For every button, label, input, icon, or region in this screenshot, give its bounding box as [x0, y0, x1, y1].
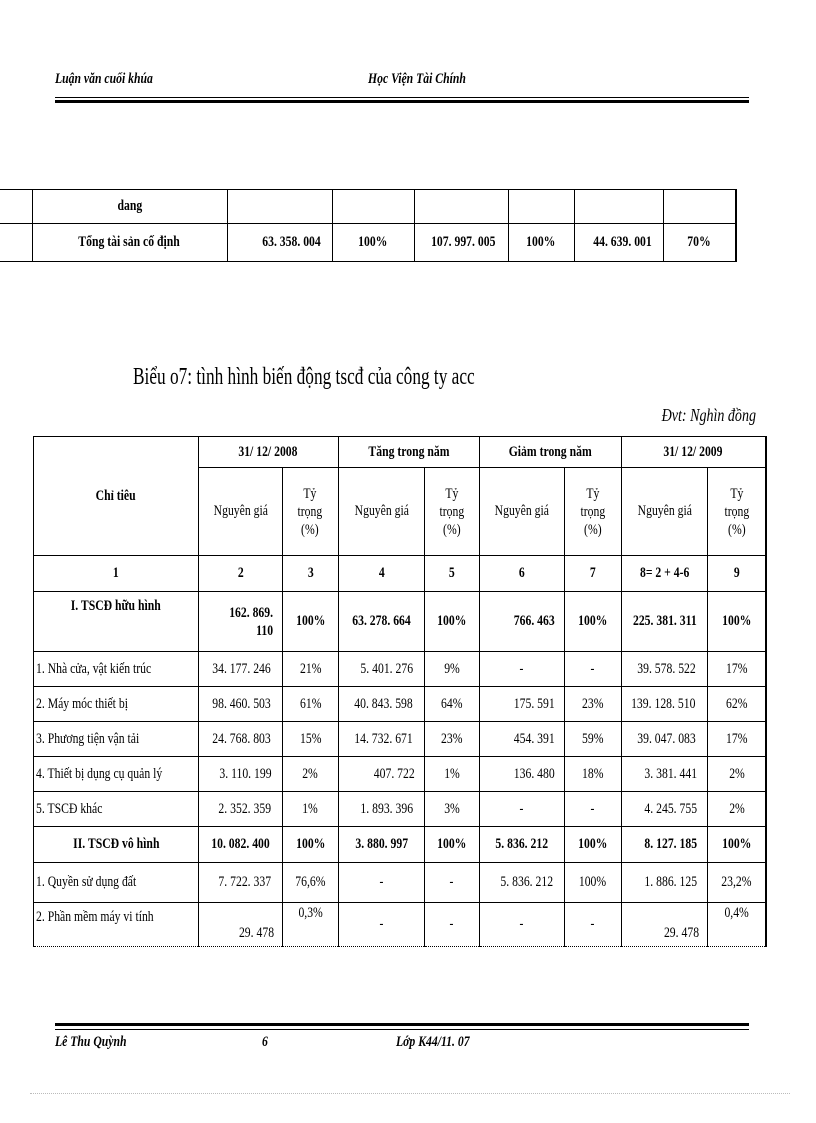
cell-inc: 3. 880. 997 [338, 827, 424, 863]
cell-inc: - [338, 903, 424, 947]
footer-rule-thick [55, 1023, 749, 1026]
group-2008: 31/ 12/ 2008 [198, 437, 338, 468]
cell-dec: 454. 391 [479, 722, 564, 757]
cell-inc: 407. 722 [338, 757, 424, 792]
cell-pdec: 100% [564, 592, 621, 652]
col-header-label: Chỉ tiêu [34, 437, 199, 556]
prev-total-pinc: 100% [508, 224, 574, 262]
cell-inc: 40. 843. 598 [338, 687, 424, 722]
cell-inc: 1. 893. 396 [338, 792, 424, 827]
table-row [34, 687, 766, 722]
cell-dec: 136. 480 [479, 757, 564, 792]
table-row [34, 863, 766, 903]
cell-dec: 5. 836. 212 [479, 827, 564, 863]
cell-v2009: 139. 128. 510 [621, 687, 708, 722]
footer-class: Lớp K44/11. 07 [396, 1034, 470, 1050]
cell-v2008: 98. 460. 503 [198, 687, 282, 722]
prev-table [0, 189, 737, 262]
cell-v2009: 4. 245. 755 [621, 792, 708, 827]
cell-inc: - [338, 863, 424, 903]
cell-p2009: 17% [708, 722, 766, 757]
col-num: 3 [282, 556, 338, 592]
sub-ratio-2008: Tỷ trọng (%) [282, 468, 338, 556]
sub-ratio-inc: Tỷ trọng (%) [424, 468, 479, 556]
header-center: Học Viện Tài Chính [368, 71, 466, 87]
cell-pinc: 3% [424, 792, 479, 827]
cell-pinc: 9% [424, 652, 479, 687]
table-row [34, 792, 766, 827]
table-row [34, 757, 766, 792]
cell-pinc: 1% [424, 757, 479, 792]
col-num: 4 [338, 556, 424, 592]
cell-pinc: 64% [424, 687, 479, 722]
cell-p2009: 23,2% [708, 863, 766, 903]
cell-pdec: 100% [564, 827, 621, 863]
prev-total-inc: 107. 997. 005 [414, 224, 508, 262]
footer-page-number: 6 [262, 1034, 268, 1050]
cell-pdec: 59% [564, 722, 621, 757]
cell-v2009: 225. 381. 311 [621, 592, 708, 652]
table-row-intangible [34, 827, 766, 863]
cell-v2008: 7. 722. 337 [198, 863, 282, 903]
cell-p2009: 62% [708, 687, 766, 722]
footer-author: Lê Thu Quỳnh [55, 1034, 127, 1050]
cell-p2009: 2% [708, 757, 766, 792]
cell-v2008: 24. 768. 803 [198, 722, 282, 757]
cell-p2009: 0,4% [708, 903, 766, 947]
row-label: 1. Nhà cửa, vật kiến trúc [34, 652, 199, 687]
table-row [34, 722, 766, 757]
cell-p2009: 2% [708, 792, 766, 827]
cell-pdec: - [564, 652, 621, 687]
header-left: Luận văn cuối khúa [55, 71, 153, 87]
column-number-row [34, 556, 766, 592]
cell-pdec: 100% [564, 863, 621, 903]
group-2009: 31/ 12/ 2009 [621, 437, 766, 468]
row-label: 4. Thiết bị dụng cụ quản lý [34, 757, 199, 792]
prev-total-label: Tổng tài sản cố định [32, 224, 227, 262]
cell-p2009: 17% [708, 652, 766, 687]
sub-value-dec: Nguyên giá [479, 468, 564, 556]
page-bottom-edge [30, 1093, 790, 1094]
cell-p2008: 21% [282, 652, 338, 687]
cell-inc: 14. 732. 671 [338, 722, 424, 757]
cell-p2008: 0,3% [282, 903, 338, 947]
cell-v2009: 8. 127. 185 [621, 827, 708, 863]
col-num: 9 [708, 556, 766, 592]
row-label: 3. Phương tiện vận tải [34, 722, 199, 757]
row-label: 2. Phần mềm máy vi tính [34, 903, 199, 947]
cell-p2008: 76,6% [282, 863, 338, 903]
sub-value-inc: Nguyên giá [338, 468, 424, 556]
table-title: Biểu o7: tình hình biến động tscđ của công ty acc [133, 364, 475, 390]
cell-p2008: 1% [282, 792, 338, 827]
cell-inc: 63. 278. 664 [338, 592, 424, 652]
cell-p2009: 100% [708, 827, 766, 863]
cell-pinc: - [424, 903, 479, 947]
header-rule-thick [55, 100, 749, 103]
cell-dec: - [479, 652, 564, 687]
unit-note: Đvt: Nghìn đồng [661, 405, 756, 425]
prev-row-total [0, 224, 736, 262]
row-label: 2. Máy móc thiết bị [34, 687, 199, 722]
prev-cell-dang: dang [32, 190, 227, 224]
cell-p2009: 100% [708, 592, 766, 652]
prev-total-dec: 44. 639. 001 [574, 224, 663, 262]
cell-v2009: 29. 478 [621, 903, 708, 947]
prev-total-2008: 63. 358. 004 [227, 224, 332, 262]
cell-v2008: 2. 352. 359 [198, 792, 282, 827]
row-label: II. TSCĐ vô hình [34, 827, 199, 863]
cell-dec: 5. 836. 212 [479, 863, 564, 903]
cell-v2008: 3. 110. 199 [198, 757, 282, 792]
col-num: 1 [34, 556, 199, 592]
cell-v2008: 10. 082. 400 [198, 827, 282, 863]
cell-v2008: 29. 478 [198, 903, 282, 947]
row-label: 1. Quyền sử dụng đất [34, 863, 199, 903]
cell-p2008: 2% [282, 757, 338, 792]
prev-total-p2008: 100% [332, 224, 414, 262]
cell-pinc: 100% [424, 592, 479, 652]
cell-p2008: 100% [282, 592, 338, 652]
cell-pdec: - [564, 792, 621, 827]
cell-p2008: 61% [282, 687, 338, 722]
cell-pdec: - [564, 903, 621, 947]
cell-dec: - [479, 903, 564, 947]
cell-pinc: 100% [424, 827, 479, 863]
table-row [34, 652, 766, 687]
cell-pdec: 23% [564, 687, 621, 722]
cell-pinc: - [424, 863, 479, 903]
header-row-groups [34, 437, 766, 468]
cell-v2008: 162. 869. 110 [198, 592, 282, 652]
prev-total-pdec: 70% [663, 224, 736, 262]
sub-ratio-dec: Tỷ trọng (%) [564, 468, 621, 556]
col-num: 7 [564, 556, 621, 592]
sub-value-2009: Nguyên giá [621, 468, 708, 556]
table-row-tangible [34, 592, 766, 652]
cell-p2008: 100% [282, 827, 338, 863]
col-num: 8= 2 + 4-6 [621, 556, 708, 592]
cell-v2009: 39. 578. 522 [621, 652, 708, 687]
row-label: I. TSCĐ hữu hình [34, 592, 199, 652]
sub-ratio-2009: Tỷ trọng (%) [708, 468, 766, 556]
cell-dec: 766. 463 [479, 592, 564, 652]
col-num: 5 [424, 556, 479, 592]
cell-v2009: 1. 886. 125 [621, 863, 708, 903]
cell-dec: - [479, 792, 564, 827]
header-rule-thin [55, 97, 749, 98]
cell-v2009: 3. 381. 441 [621, 757, 708, 792]
prev-row-dang [0, 190, 736, 224]
footer-rule-thin [55, 1029, 749, 1030]
col-num: 6 [479, 556, 564, 592]
cell-inc: 5. 401. 276 [338, 652, 424, 687]
cell-pdec: 18% [564, 757, 621, 792]
cell-v2009: 39. 047. 083 [621, 722, 708, 757]
sub-value-2008: Nguyên giá [198, 468, 282, 556]
cell-pinc: 23% [424, 722, 479, 757]
group-increase: Tăng trong năm [338, 437, 479, 468]
col-num: 2 [198, 556, 282, 592]
cell-v2008: 34. 177. 246 [198, 652, 282, 687]
asset-table [33, 436, 767, 947]
cell-p2008: 15% [282, 722, 338, 757]
cell-dec: 175. 591 [479, 687, 564, 722]
group-decrease: Giảm trong năm [479, 437, 621, 468]
row-label: 5. TSCĐ khác [34, 792, 199, 827]
table-row [34, 903, 766, 947]
